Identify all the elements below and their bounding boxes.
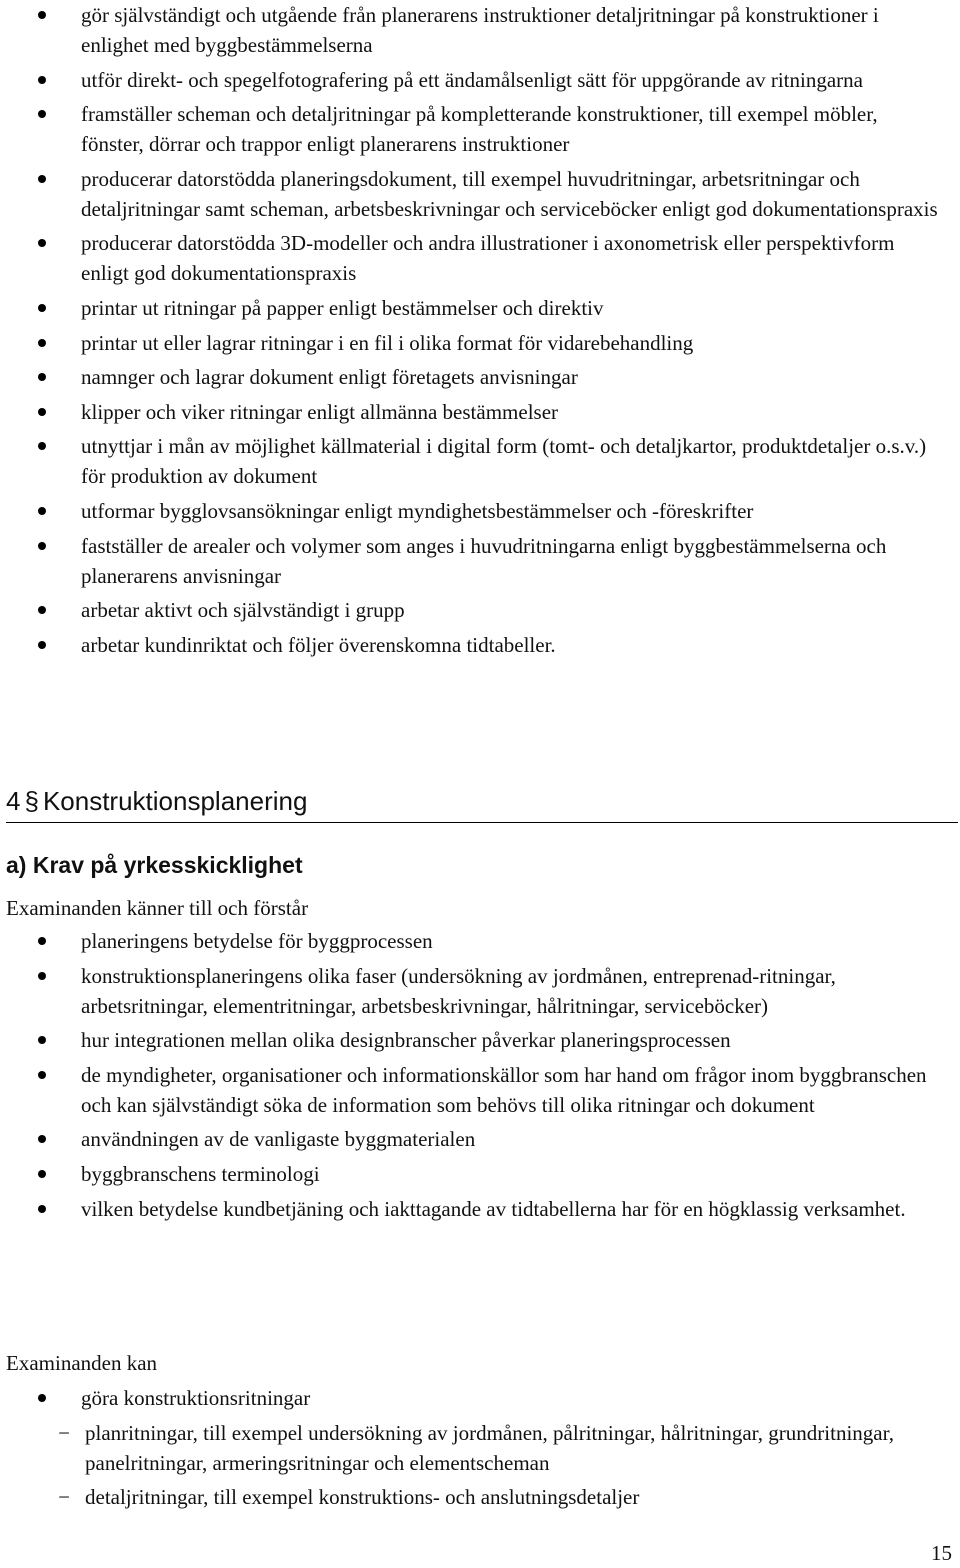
bullet-icon [38, 1071, 46, 1079]
list-item [0, 595, 960, 625]
dash-list-item [0, 1482, 960, 1512]
list-item-text: arbetar kundinriktat och följer överenskomna tidtabeller. [81, 632, 556, 657]
list-item-text: planritningar, till exempel undersökning av jordmånen, pålritningar, hålritningar, grundritningar, panelritningar, armeringsritningar och elementscheman [85, 1421, 895, 1475]
bullet-icon [38, 641, 46, 649]
list-item [0, 531, 960, 591]
bullet-icon [38, 304, 46, 312]
bullet-icon [38, 11, 46, 19]
list-item [0, 926, 960, 956]
list-item [0, 99, 960, 159]
list-item [0, 362, 960, 392]
subheading: a) Krav på yrkesskicklighet [6, 852, 303, 878]
list-item [0, 630, 960, 660]
bullet-icon [38, 1135, 46, 1143]
list-item-text: gör självständigt och utgående från planerarens instruktioner detaljritningar på konstruktioner i enlighet med byggbestämmelserna [81, 3, 879, 57]
section-heading [6, 784, 958, 823]
list-item-text: fastställer de arealer och volymer som anges i huvudritningarna enligt byggbestämmelserna och planerarens anvisningar [81, 533, 887, 588]
bullet-icon [38, 339, 46, 347]
bullet-icon [38, 110, 46, 118]
bullet-icon [38, 972, 46, 980]
bullet-icon [38, 175, 46, 183]
list-item-text: hur integrationen mellan olika designbranscher påverkar planeringsprocessen [81, 1028, 731, 1053]
bullet-icon [38, 1036, 46, 1044]
list-item-text: göra konstruktionsritningar [81, 1386, 311, 1410]
list-item-text: utformar bygglovsansökningar enligt myndighetsbestämmelser och -föreskrifter [81, 498, 754, 523]
competence-list-1 [0, 0, 960, 664]
list-item [0, 1025, 960, 1055]
bullet-icon [38, 507, 46, 515]
list-item [0, 1383, 960, 1413]
section-title: Konstruktionsplanering [42, 786, 308, 816]
bullet-icon [38, 442, 46, 450]
bullet-icon [38, 1205, 46, 1213]
bullet-icon [38, 408, 46, 416]
list-item [0, 961, 960, 1021]
list-item-text: detaljritningar, till exempel konstruktions- och anslutningsdetaljer [85, 1485, 640, 1509]
list-item-text: printar ut eller lagrar ritningar i en fil i olika format för vidarebehandling [81, 330, 694, 355]
section-number: 4 [6, 786, 21, 816]
list-item-text: utnyttjar i mån av möjlighet källmaterial i digital form (tomt- och detaljkartor, produktdetaljer o.s.v.) för produktion av dokument [81, 434, 927, 489]
list-item [0, 1124, 960, 1154]
list-item [0, 65, 960, 95]
list-item [0, 431, 960, 491]
list-item [0, 0, 960, 60]
list-item-text: arbetar aktivt och självständigt i grupp [81, 598, 405, 623]
bullet-icon [38, 542, 46, 550]
skills-list [0, 1383, 960, 1418]
list-item-text: de myndigheter, organisationer och informationskällor som har hand om frågor inom byggbranschen och kan självständigt söka de information som behövs till olika ritningar och dokument [81, 1062, 927, 1117]
bullet-icon [38, 606, 46, 614]
list-item-text: namnger och lagrar dokument enligt företagets anvisningar [81, 365, 578, 390]
list-item [0, 1194, 960, 1224]
knowledge-list [0, 926, 960, 1228]
list-item-text: användningen av de vanligaste byggmaterialen [81, 1127, 476, 1152]
list-item [0, 228, 960, 288]
list-item [0, 397, 960, 427]
dash-icon: − [58, 1485, 70, 1509]
list-item-text: konstruktionsplaneringens olika faser (undersökning av jordmånen, entreprenad-ritningar, arbetsritningar, elementritningar, arbetsbeskrivningar, hålritningar, serviceböcker) [81, 963, 836, 1018]
list-item-text: producerar datorstödda 3D-modeller och andra illustrationer i axonometrisk eller perspektivform enligt god dokumentationspraxis [81, 231, 895, 286]
bullet-icon [38, 76, 46, 84]
intro-text-1: Examinanden känner till och förstår [6, 896, 309, 920]
list-item-text: vilken betydelse kundbetjäning och iakttagande av tidtabellerna har för en högklassig verksamhet. [81, 1196, 906, 1221]
drawing-types-list [0, 1418, 960, 1516]
intro-text-2: Examinanden kan [6, 1351, 158, 1375]
list-item-text: utför direkt- och spegelfotografering på ett ändamålsenligt sätt för uppgörande av ritningarna [81, 67, 863, 92]
bullet-icon [38, 239, 46, 247]
list-item-text: byggbranschens terminologi [81, 1161, 320, 1186]
list-item-text: producerar datorstödda planeringsdokument, till exempel huvudritningar, arbetsritningar och detaljritningar samt scheman, arbetsbeskrivningar och serviceböcker enligt god dokumentationspraxis [81, 166, 938, 221]
bullet-icon [38, 1170, 46, 1178]
list-item [0, 1159, 960, 1189]
section-symbol: § [24, 786, 39, 816]
list-item [0, 164, 960, 224]
list-item [0, 293, 960, 323]
page-number: 15 [931, 1541, 952, 1565]
list-item-text: printar ut ritningar på papper enligt bestämmelser och direktiv [81, 295, 604, 320]
list-item-text: framställer scheman och detaljritningar på kompletterande konstruktioner, till exempel möbler, fönster, dörrar och trappor enligt planerarens instruktioner [81, 102, 878, 157]
list-item [0, 496, 960, 526]
list-item-text: planeringens betydelse för byggprocessen [81, 929, 433, 953]
list-item [0, 1060, 960, 1120]
list-item [0, 328, 960, 358]
bullet-icon [38, 373, 46, 381]
bullet-icon [38, 1394, 46, 1402]
dash-list-item [0, 1418, 960, 1478]
bullet-icon [38, 937, 46, 945]
dash-icon: − [58, 1421, 70, 1445]
list-item-text: klipper och viker ritningar enligt allmänna bestämmelser [81, 399, 559, 424]
